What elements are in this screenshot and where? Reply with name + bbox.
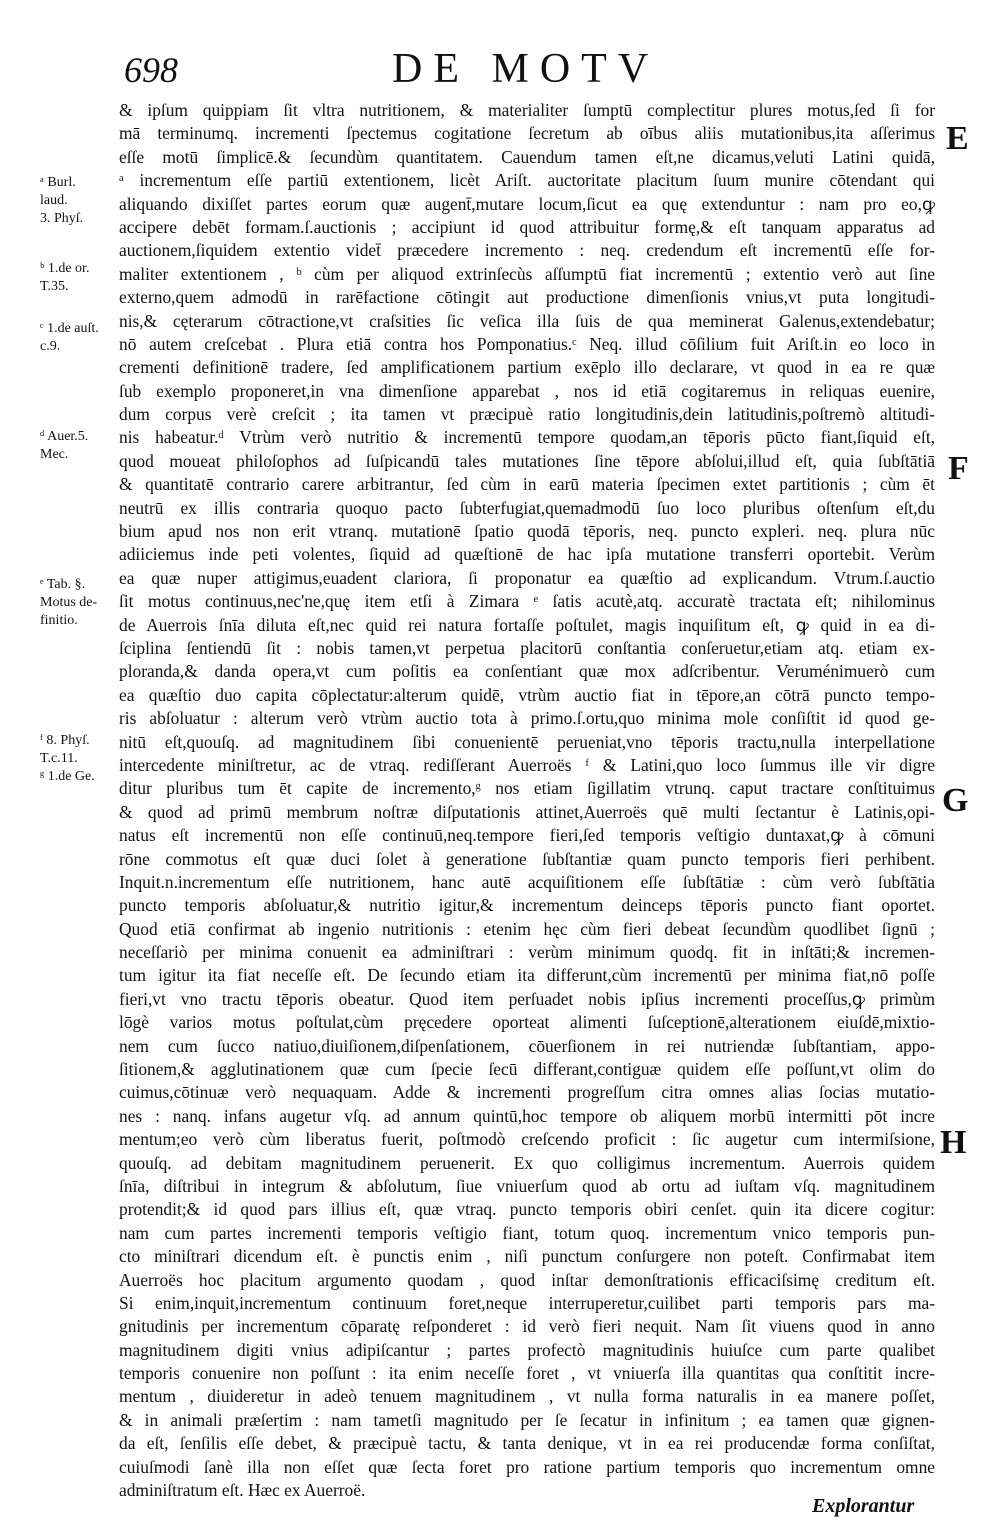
margin-note-line: ᵃ Burl. <box>40 175 76 190</box>
text-line: nem cum ſucco natiuo,diuiſionem,diſpenſationem, cōuerſionem in rei nutriendæ ſubſtantiam, appo- <box>119 1035 935 1056</box>
text-line: maliter extentionem , ᵇ cùm per aliquod extrinſecùs aſſumptū fiat incrementū ; extentio verò aut ſine <box>119 263 935 284</box>
body-text <box>119 99 935 1502</box>
margin-note-line: finitio. <box>40 613 78 628</box>
text-line: intercedente miniſtretur, ac de vtraq. rediſſerant Auerroës ᶠ & Latini,quo loco ſummus ille vir digre <box>119 754 935 775</box>
text-line: tum igitur ita fiat neceſſe eſt. De ſecundo etiam ita differunt,cùm incrementū per minima fiat,nō poſſe <box>119 965 935 986</box>
margin-note-line: T.35. <box>40 279 69 294</box>
margin-note-line: T.c.11. <box>40 751 78 766</box>
text-line: ris abſoluatur : alterum verò vtrùm auctio tota à primo.ſ.ortu,quo minima mole conſiſtit id quod ge- <box>119 708 935 729</box>
margin-note <box>40 320 120 356</box>
text-line: puncto temporis abſoluatur,& nutritio igitur,& incrementum deinceps tēporis puncto fiant oportet. <box>119 895 935 916</box>
margin-note-line: ᵍ 1.de Ge. <box>40 769 95 784</box>
text-line: Inquit.n.incrementum eſſe nutritionem, hanc autē acquiſitionem eſſe ſubſtātiæ : cùm verò ſubſtātia <box>119 871 935 892</box>
margin-note-line: Mec. <box>40 447 69 462</box>
catchword: Explorantur <box>812 1495 915 1517</box>
text-line: dum corpus verè creſcit ; ita tamen vt præcipuè ratio longitudinis,dein latitudinis,poſtremò altitudi- <box>119 404 935 425</box>
signature-mark: G <box>942 782 969 819</box>
text-line: adminiſtratum eſt. Hæc ex Auerroë. <box>119 1480 366 1501</box>
text-line: ſitionem,& agglutinationem quæ cum ſpecie ſecū differant,contiguæ quidem eſſe poſſunt,vt olim do <box>119 1059 935 1080</box>
text-line: ſciplina ſentiendū ſit : nobis tamen,vt perpetua placitorū conſtantia conſeruetur,etiam atq. etiam ex- <box>119 637 935 658</box>
margin-note <box>40 576 120 630</box>
text-line: nō autem creſcebat . Plura etiā contra hos Pomponatius.ᶜ Neq. illud cōſilium fuit Ariſt.in eo loco in <box>119 333 935 354</box>
text-line: ᵃ incrementum eſſe partiū extentionem, licèt Ariſt. auctoritate placitum ſuum munire cōtendant qui <box>119 170 935 191</box>
text-line: lōgè varios motus poſtulat,cùm pręcedere oporteat alimenti ſuſceptionē,alterationem eiuſdē,mixtio- <box>119 1012 935 1033</box>
signature-mark: E <box>946 120 969 157</box>
text-line: ſnīa, diſtribui in integrum & abſolutum, ſiue vniuerſum quod ab ortu ad iuſtam vſq. magnitudinem <box>119 1175 935 1196</box>
text-line: mā terminumq. incrementi ſpectemus cogitatione ſecretum ab oībus aliis mutationibus,ita aſſerimus <box>119 123 935 144</box>
text-line: da eſt, ſenſilis eſſe debet, & præcipuè tactu, & tanta denique, vt in ea rei producendæ forma conſiſtat, <box>119 1433 935 1454</box>
text-line: temporis conuenire non poſſunt : ita enim neceſſe foret , vt vniuerſa illa quantitas qua conſtitit incre- <box>119 1363 935 1384</box>
text-line: aliquando dixiſſet partes eorum quæ augent̄,mutare locum,ſicut ea quę extenduntur : nam pro eo,ꝙ <box>119 193 935 214</box>
page-number: 698 <box>124 50 178 90</box>
margin-note-line: Motus de- <box>40 595 98 610</box>
text-line: ploranda,& danda opera,vt cum poſitis ea conſentiant quæ mox adſcribentur. Veruménimuerò cum <box>119 661 935 682</box>
running-head: DE MOTV <box>392 46 660 92</box>
text-line: bium apud nos non erit vtranq. mutationē ſpatio quodā tēporis, neq. puncto expleri. neq. plura nūc <box>119 521 935 542</box>
text-line: & ipſum quippiam ſit vltra nutritionem, & materialiter ſumptū complectitur plures motus,ſed ſi for <box>119 100 935 120</box>
text-line: eſſe motū ſimplicē.& ſecundùm quantitatem. Cauendum tamen eſt,ne dicamus,veluti Latini quidā, <box>119 146 935 167</box>
margin-note <box>40 174 120 228</box>
text-line: ſit motus continuus,nec'ne,quę item etſi à Zimara ᵉ ſatis acutè,atq. accuratè tractata eſt; nihilominus <box>119 591 935 612</box>
signature-mark: F <box>948 450 969 487</box>
text-line: rōne commotus eſt quæ duci ſolet à generatione ſubſtantiæ quam puncto temporis fieri perhibent. <box>119 848 935 869</box>
margin-note-line: c.9. <box>40 339 61 354</box>
text-line: externo,quem admodū in rarēfactione cōtingit aut productione dimenſionis vnius,vt puta longitudi- <box>119 287 935 308</box>
margin-note-line: ᶜ 1.de auſt. <box>40 321 99 336</box>
text-line: gnitudinis per incrementum cōparatę reſponderet : id verò fieri nequit. Nam ſit viuens quod in anno <box>119 1316 935 1337</box>
text-line: ea quæſtio duo capita cōplectatur:alterum quidē, vtrùm auctio fiat in tēpore,an cōtrā puncto tempo- <box>119 684 935 705</box>
text-line: Auerroës hoc placitum argumento quodam , quod inſtar demonſtrationis efficaciſsimę creditum eſt. <box>119 1269 935 1290</box>
signature-mark: H <box>940 1124 967 1161</box>
text-line: mentum , diuideretur in adeò tenuem magnitudinem , vt nulla forma naturalis in ea manere poſſet, <box>119 1386 935 1407</box>
text-line: quouſq. ad debitam magnitudinem peruenerit. Ex quo colligimus incrementum. Auerrois quidem <box>119 1152 935 1173</box>
text-line: ditur pluribus tum ēt capite de incremento,ᵍ nos etiam ſigillatim vtrunq. caput tractare conſtituimus <box>119 778 935 799</box>
margin-note-line: 3. Phyſ. <box>40 211 84 226</box>
margin-note-line: ᵇ 1.de or. <box>40 261 90 276</box>
text-line: Quod etiā confirmat ab ingenio nutritionis : etenim hęc cùm fieri debeat ſecundùm quodlibet ſignū ; <box>119 918 935 939</box>
text-line: & quantitatē contrario carere arbitrantur, ſed cùm in earū materia ſpecimen extet partitionis ; cùm ēt <box>119 474 935 495</box>
text-line: crementi definitionē tradere, ſed amplificationem partium exēplo illo declarare, vt quod in ea re quæ <box>119 357 935 378</box>
margin-note <box>40 732 120 786</box>
text-line: & quod ad primū membrum noſtræ diſputationis attinet,Auerroës quē multi ſectantur è Latinis,opi- <box>119 801 935 822</box>
text-line: natus eſt incrementū non eſſe continuū,neq.tempore fieri,ſed temporis veſtigio duntaxat,ꝙ à cōmuni <box>119 825 935 846</box>
text-line: ea quæ nuper attigimus,euadent clariora, ſi proponatur ea quæſtio ad explicandum. Vtrum.ſ.auctio <box>119 567 935 588</box>
text-line: de Auerrois ſnīa diluta eſt,nec quid rei natura fortaſſe poſtulet, magis inquiſitum eſt, ꝙ quid in ea di- <box>119 614 935 635</box>
text-line: Si enim,inquit,incrementum continuum foret,neque interruperetur,cuilibet parti temporis pars ma- <box>119 1292 935 1313</box>
margin-note-line: ᵉ Tab. §. <box>40 577 86 592</box>
text-line: fieri,vt vno tractu tēporis obeatur. Quod item perſuadet nobis ipſius incrementi proceſſus,ꝙ primùm <box>119 988 935 1009</box>
text-line: nes : nanq. infans augetur vſq. ad annum quintū,hoc tempore ob aliquem morbū intermitti pōt incre <box>119 1105 935 1126</box>
text-line: ſub exemplo proponeret,in vna dimenſione apparebat , nos id etiā cogitaremus in reliquas euenire, <box>119 380 935 401</box>
text-line: cuiuſmodi ſanè illa non eſſet quæ ſecta foret pro ratione partium temporis quo incrementum omne <box>119 1456 935 1477</box>
text-line: magnitudinem digiti vnius adipiſcantur ; partes profectò magnitudinis huiuſce cum parte qualibet <box>119 1339 935 1360</box>
margin-note-line: laud. <box>40 193 68 208</box>
text-line: mentum;eo verò cùm liberatus fuerit, poſtmodò creſcendo proficit : ſic augetur cum intermiſsione, <box>119 1129 935 1150</box>
text-line: neutrū ex illis contraria quoquo pacto ſubterfugiat,quemadmodū ſuo loco pluribus oſtenſum eſt,du <box>119 497 935 518</box>
margin-note <box>40 260 120 296</box>
text-line: quod moueat philoſophos ad ſuſpicandū tales mutationes ſine tēpore abſolui,illud eſt, quia ſubſtātiā <box>119 450 935 471</box>
margin-note-line: ᶠ 8. Phyſ. <box>40 733 90 748</box>
text-line: protendit;& id quod pars illius eſt, quæ vtraq. puncto temporis obiri cenſet. quin ita dicere cogitur: <box>119 1199 935 1220</box>
text-line: accipere debēt formam.ſ.auctionis ; accipiunt id quod attribuitur formę,& eſt tanquam apparatus ad <box>119 216 935 237</box>
text-line: cuimus,cōtinuæ verò nequaquam. Adde & incrementi progreſſum citra omnes alias ſocias mutatio- <box>119 1082 935 1103</box>
text-line: nam cum partes incrementi temporis veſtigio fiant, totum quoq. incrementum vnico temporis pun- <box>119 1222 935 1243</box>
text-line: nis habeatur.ᵈ Vtrùm verò nutritio & incrementū tempore quodam,an tēporis pūcto fiant,ſiquid eſt, <box>119 427 935 448</box>
margin-note <box>40 428 120 464</box>
text-line: nitū eſt,quouſq. ad magnitudinem ſibi conuenientē perueniat,vno tēporis tractu,nulla interpellatione <box>119 731 935 752</box>
text-line: adiiciemus inde peti volentes, ſiquid ad quæſtionē de hac ipſa mutatione transferri oportebit. Verùm <box>119 544 935 565</box>
text-line: cto miniſtrari dicendum eſt. è punctis enim , niſi punctum conſurgere non poteſt. Confirmabat item <box>119 1246 935 1267</box>
text-line: auctionem,ſiquidem extentio videt̄ præcedere incremento : neq. credendum eſt incrementū eſſe for- <box>119 240 935 261</box>
text-line: & in animali præſertim : nam tametſi magnitudo per ſe ſecatur in infinitum ; ea tamen quæ gignen- <box>119 1409 935 1430</box>
text-line: neceſſariò per minima conuenit ea adminiſtrari : verùm minimum quodq. fit in inſtāti;& incremen- <box>119 942 935 963</box>
text-line: nis,& cęterarum cōtractione,vt craſsities ſic veſica illa ſuis de qua meminerat Galenus,extendebatur; <box>119 310 935 331</box>
margin-note-line: ᵈ Auer.5. <box>40 429 89 444</box>
